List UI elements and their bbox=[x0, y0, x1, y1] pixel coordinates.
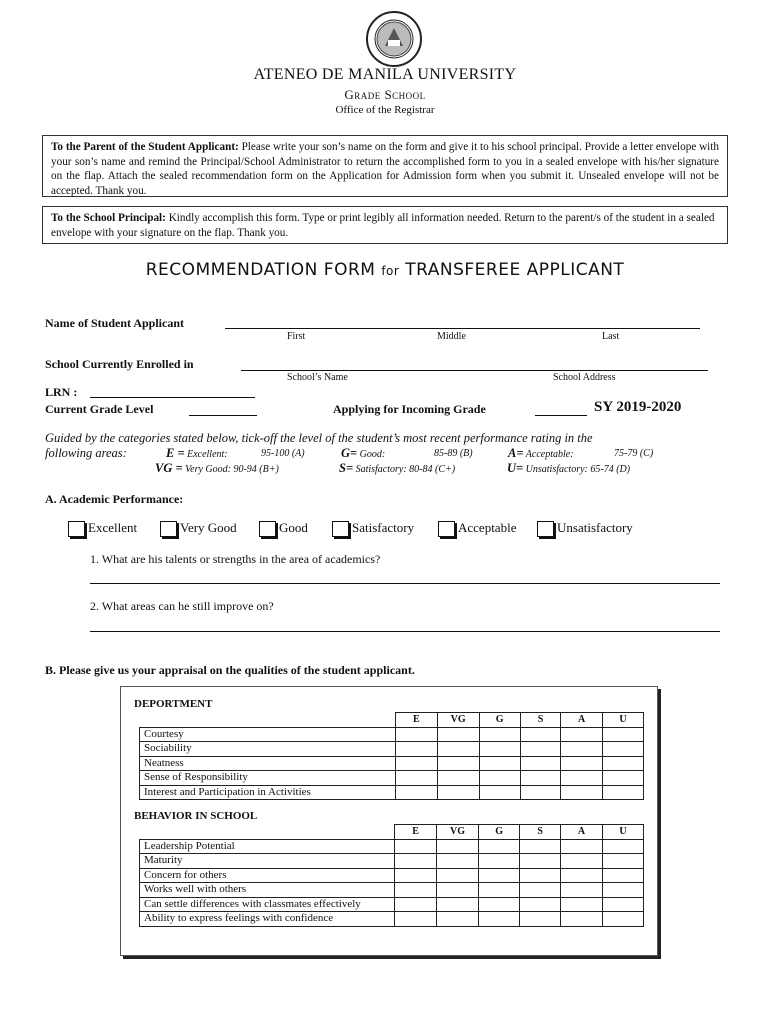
rating-header: E bbox=[395, 825, 437, 840]
checkbox-icon[interactable] bbox=[438, 521, 455, 537]
table-row bbox=[140, 756, 644, 771]
rating-cell[interactable] bbox=[561, 742, 603, 757]
quality-label: Courtesy bbox=[140, 727, 396, 742]
rating-cell[interactable] bbox=[520, 912, 561, 927]
table-row bbox=[140, 883, 644, 898]
rating-cell[interactable] bbox=[603, 785, 644, 800]
option-excellent[interactable] bbox=[68, 520, 137, 537]
rating-cell[interactable] bbox=[395, 854, 437, 869]
rating-cell[interactable] bbox=[396, 785, 438, 800]
rating-header: S bbox=[520, 825, 561, 840]
option-acceptable[interactable] bbox=[438, 520, 516, 537]
rating-cell[interactable] bbox=[436, 883, 478, 898]
rating-cell[interactable] bbox=[437, 785, 479, 800]
rating-cell[interactable] bbox=[396, 742, 438, 757]
rating-cell[interactable] bbox=[396, 771, 438, 786]
rating-cell[interactable] bbox=[479, 839, 520, 854]
rating-cell[interactable] bbox=[396, 727, 438, 742]
rating-cell[interactable] bbox=[603, 727, 644, 742]
last-sublabel: Last bbox=[602, 331, 620, 342]
quality-label: Sense of Responsibility bbox=[140, 771, 396, 786]
quality-label: Ability to express feelings with confidence bbox=[140, 912, 395, 927]
rating-cell[interactable] bbox=[436, 897, 478, 912]
rating-cell[interactable] bbox=[479, 883, 520, 898]
university-name: ATENEO DE MANILA UNIVERSITY bbox=[253, 66, 517, 83]
rating-header: E bbox=[396, 713, 438, 728]
option-label: Satisfactory bbox=[352, 520, 415, 535]
quality-label: Interest and Participation in Activities bbox=[140, 785, 396, 800]
rating-cell[interactable] bbox=[561, 854, 603, 869]
table-header-row bbox=[140, 713, 644, 728]
scale-g-desc: Good: bbox=[359, 449, 386, 460]
grade-label: Current Grade Level bbox=[45, 402, 154, 416]
rating-cell[interactable] bbox=[520, 854, 561, 869]
answer-1-line[interactable] bbox=[90, 583, 720, 584]
scale-vg-desc: Very Good: 90-94 (B+) bbox=[185, 464, 279, 475]
table-row bbox=[140, 727, 644, 742]
table-row bbox=[140, 785, 644, 800]
question-2: 2. What areas can he still improve on? bbox=[90, 599, 274, 613]
rating-header: U bbox=[602, 825, 643, 840]
name-input[interactable] bbox=[225, 314, 700, 329]
form-title-part1: RECOMMENDATION FORM bbox=[145, 260, 382, 280]
rating-cell[interactable] bbox=[436, 868, 478, 883]
option-label: Unsatisfactory bbox=[557, 520, 633, 535]
rating-cell[interactable] bbox=[602, 912, 643, 927]
rating-cell[interactable] bbox=[395, 912, 437, 927]
option-label: Good bbox=[279, 520, 308, 535]
rating-cell[interactable] bbox=[520, 785, 561, 800]
question-1: 1. What are his talents or strengths in the area of academics? bbox=[90, 552, 381, 566]
rating-cell[interactable] bbox=[603, 756, 644, 771]
rating-cell[interactable] bbox=[520, 756, 561, 771]
deportment-title: DEPORTMENT bbox=[134, 698, 213, 710]
rating-header: S bbox=[520, 713, 561, 728]
answer-2-line[interactable] bbox=[90, 631, 720, 632]
option-good[interactable] bbox=[259, 520, 308, 537]
option-unsatisfactory[interactable] bbox=[537, 520, 633, 537]
rating-cell[interactable] bbox=[479, 897, 520, 912]
table-row bbox=[140, 912, 644, 927]
rating-header: A bbox=[561, 825, 603, 840]
rating-cell[interactable] bbox=[479, 727, 520, 742]
incoming-grade-input[interactable] bbox=[535, 401, 587, 416]
rating-cell[interactable] bbox=[395, 868, 437, 883]
scale-e-desc: Excellent: bbox=[187, 449, 228, 460]
rating-cell[interactable] bbox=[561, 771, 603, 786]
checkbox-icon[interactable] bbox=[68, 521, 85, 537]
grade-input[interactable] bbox=[189, 401, 257, 416]
option-very-good[interactable] bbox=[160, 520, 237, 537]
university-seal-icon bbox=[365, 10, 423, 68]
rating-guide bbox=[45, 431, 725, 446]
rating-header: G bbox=[479, 825, 520, 840]
form-title bbox=[0, 260, 770, 280]
rating-cell[interactable] bbox=[520, 897, 561, 912]
rating-cell[interactable] bbox=[561, 785, 603, 800]
scale-vg: VG = bbox=[155, 461, 183, 475]
quality-label: Maturity bbox=[140, 854, 395, 869]
quality-label: Works well with others bbox=[140, 883, 395, 898]
rating-cell[interactable] bbox=[561, 868, 603, 883]
rating-cell[interactable] bbox=[479, 912, 520, 927]
rating-header: G bbox=[479, 713, 520, 728]
checkbox-icon[interactable] bbox=[160, 521, 177, 537]
option-label: Acceptable bbox=[458, 520, 517, 535]
rating-cell[interactable] bbox=[436, 912, 478, 927]
rating-cell[interactable] bbox=[520, 727, 561, 742]
table-row bbox=[140, 897, 644, 912]
rating-header: VG bbox=[436, 825, 478, 840]
scale-u: U= bbox=[507, 461, 524, 475]
table-row bbox=[140, 839, 644, 854]
scale-s: S= bbox=[339, 461, 354, 475]
checkbox-icon[interactable] bbox=[332, 521, 349, 537]
rating-cell[interactable] bbox=[395, 839, 437, 854]
rating-cell[interactable] bbox=[561, 883, 603, 898]
school-name: Grade School bbox=[344, 87, 426, 102]
quality-label: Concern for others bbox=[140, 868, 395, 883]
rating-cell[interactable] bbox=[479, 854, 520, 869]
rating-cell[interactable] bbox=[479, 868, 520, 883]
rating-cell[interactable] bbox=[520, 883, 561, 898]
form-title-part2: for bbox=[381, 264, 400, 278]
rating-cell[interactable] bbox=[436, 839, 478, 854]
rating-cell[interactable] bbox=[395, 883, 437, 898]
rating-cell[interactable] bbox=[603, 742, 644, 757]
scale-s-desc: Satisfactory: 80-84 (C+) bbox=[355, 464, 456, 475]
quality-label: Leadership Potential bbox=[140, 839, 395, 854]
quality-label: Neatness bbox=[140, 756, 396, 771]
table-header-row bbox=[140, 825, 644, 840]
guide-text-1: Guided by the categories stated below, tick-off the level of the student’s most recent performance rating in the bbox=[45, 431, 593, 445]
rating-cell[interactable] bbox=[520, 742, 561, 757]
quality-label: Sociability bbox=[140, 742, 396, 757]
rating-cell[interactable] bbox=[603, 771, 644, 786]
checkbox-icon[interactable] bbox=[537, 521, 554, 537]
rating-cell[interactable] bbox=[479, 771, 520, 786]
option-satisfactory[interactable] bbox=[332, 520, 414, 537]
rating-cell[interactable] bbox=[520, 839, 561, 854]
rating-cell[interactable] bbox=[602, 854, 643, 869]
rating-cell[interactable] bbox=[561, 897, 603, 912]
rating-cell[interactable] bbox=[561, 756, 603, 771]
scale-e: E = bbox=[166, 446, 185, 460]
name-label: Name of Student Applicant bbox=[45, 316, 185, 330]
section-a-title: A. Academic Performance: bbox=[45, 492, 184, 506]
school-name-sublabel: School’s Name bbox=[287, 372, 348, 383]
rating-cell[interactable] bbox=[437, 742, 479, 757]
section-b-title: B. Please give us your appraisal on the qualities of the student applicant. bbox=[45, 663, 415, 677]
quality-label: Can settle differences with classmates effectively bbox=[140, 897, 395, 912]
checkbox-icon[interactable] bbox=[259, 521, 276, 537]
scale-a: A= bbox=[508, 446, 524, 460]
rating-cell[interactable] bbox=[520, 868, 561, 883]
lrn-label: LRN : bbox=[45, 385, 78, 399]
table-row bbox=[140, 868, 644, 883]
parent-notice-lead: To the Parent of the Student Applicant: bbox=[51, 141, 239, 153]
rating-cell[interactable] bbox=[436, 854, 478, 869]
scale-a-range: 75-79 (C) bbox=[614, 448, 654, 459]
rating-cell[interactable] bbox=[396, 756, 438, 771]
rating-header: A bbox=[561, 713, 603, 728]
table-row bbox=[140, 854, 644, 869]
school-address-sublabel: School Address bbox=[553, 372, 616, 383]
table-row bbox=[140, 742, 644, 757]
rating-cell[interactable] bbox=[437, 727, 479, 742]
rating-cell[interactable] bbox=[561, 727, 603, 742]
school-year: SY 2019-2020 bbox=[594, 399, 682, 415]
scale-g: G= bbox=[341, 446, 358, 460]
scale-g-range: 85-89 (B) bbox=[434, 448, 473, 459]
rating-cell[interactable] bbox=[561, 839, 603, 854]
rating-cell[interactable] bbox=[479, 785, 520, 800]
school-input[interactable] bbox=[241, 356, 708, 371]
rating-cell[interactable] bbox=[479, 742, 520, 757]
option-label: Excellent bbox=[88, 520, 138, 535]
header-blank bbox=[140, 825, 395, 840]
rating-cell[interactable] bbox=[479, 756, 520, 771]
scale-u-desc: Unsatisfactory: 65-74 (D) bbox=[525, 464, 631, 475]
school-label: School Currently Enrolled in bbox=[45, 357, 194, 371]
rating-cell[interactable] bbox=[602, 897, 643, 912]
lrn-input[interactable] bbox=[90, 383, 255, 398]
principal-notice-lead: To the School Principal: bbox=[51, 212, 166, 224]
option-label: Very Good bbox=[180, 520, 237, 535]
parent-notice-text: Please write your son’s name on the form and give it to his school principal. Provide a letter envelope with your son’s name and remind the Principal/School Administrator to return the accomplished form to you in a sealed envelope with his/her signature on the flap. Attach the sealed recommendation form on the Application for Admission form when you submit it. Unsealed envelope will not be accepted. Thank you. bbox=[51, 141, 719, 197]
rating-cell[interactable] bbox=[602, 883, 643, 898]
guide-text-2: following areas: bbox=[45, 446, 127, 460]
rating-cell[interactable] bbox=[437, 756, 479, 771]
incoming-grade-label: Applying for Incoming Grade bbox=[333, 402, 486, 416]
parent-notice bbox=[42, 135, 728, 197]
rating-cell[interactable] bbox=[602, 868, 643, 883]
principal-notice bbox=[42, 206, 728, 244]
scale-a-desc: Acceptable: bbox=[525, 449, 574, 460]
office-name: Office of the Registrar bbox=[335, 104, 435, 116]
scale-e-range: 95-100 (A) bbox=[261, 448, 305, 459]
form-title-part3: TRANSFEREE APPLICANT bbox=[399, 260, 625, 280]
middle-sublabel: Middle bbox=[437, 331, 466, 342]
header-blank bbox=[140, 713, 396, 728]
rating-cell[interactable] bbox=[602, 839, 643, 854]
rating-header: U bbox=[603, 713, 644, 728]
rating-cell[interactable] bbox=[561, 912, 603, 927]
rating-cell[interactable] bbox=[437, 771, 479, 786]
table-row bbox=[140, 771, 644, 786]
behavior-table bbox=[139, 824, 644, 927]
rating-cell[interactable] bbox=[520, 771, 561, 786]
rating-cell[interactable] bbox=[395, 897, 437, 912]
principal-notice-text: Kindly accomplish this form. Type or print legibly all information needed. Return to the parent/s of the student in a sealed envelope with your signature on the flap. Thank you. bbox=[51, 212, 715, 239]
deportment-table bbox=[139, 712, 644, 800]
rating-header: VG bbox=[437, 713, 479, 728]
first-sublabel: First bbox=[287, 331, 306, 342]
behavior-title: BEHAVIOR IN SCHOOL bbox=[134, 810, 258, 822]
